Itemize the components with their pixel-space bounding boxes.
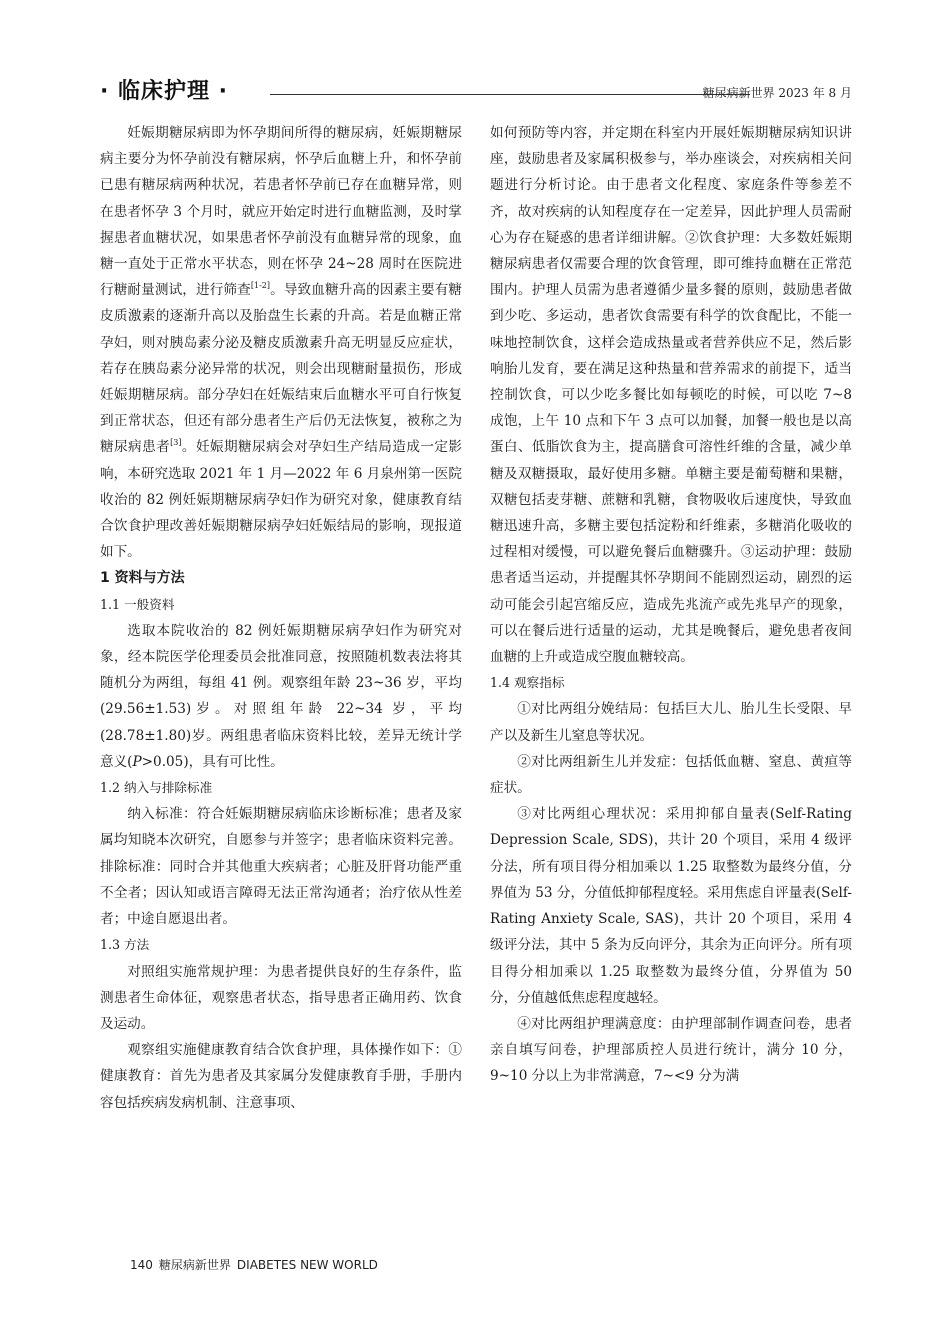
indicator-3: ③对比两组心理状况：采用抑郁自量表(Self-Rating Depression Scale, SDS)，共计 20 个项目，采用 4 级评分法，所有项目得分相加乘以 1.25 取整数为最终分值，分界值为 53 分，分值低抑郁程度轻。采用焦虑自评量表(Self-Rating Anxiety Scale, SAS)，共计 20 个项目，采用 4 级评分法，其中 5 条为反向评分，其余为正向评分。所有项目得分相加乘以 1.25 取整数为最终分值，分界值为 50 分，分值越低焦虑程度越轻。 [490,806,852,1006]
intro-text-3: 。妊娠期糖尿病会对孕妇生产结局造成一定影响，本研究选取 2021 年 1 月—2022 年 6 月泉州第一医院收治的 82 例妊娠期糖尿病孕妇作为研究对象，健康教育结合饮食护理改善妊娠期糖尿病孕妇妊娠结局的影响，现报道如下。 [100,439,463,561]
indicator-2: ②对比两组新生儿并发症：包括低血糖、窒息、黄疸等症状。 [490,753,852,797]
page-footer [130,1256,378,1273]
intro-paragraph [100,120,462,565]
right-column [490,120,852,1090]
general-info-text-1: 选取本院收治的 82 例妊娠期糖尿病孕妇作为研究对象，经本院医学伦理委员会批准同意，按照随机数表法将其随机分为两组，每组 41 例。观察组年龄 23~36 岁，平均(29.56±1.53)岁。对照组年龄 22~34 岁，平均(28.78±1.80)岁。两组患者临床资料比较，差异无统计学意义( [100,622,462,770]
citation-3: [3] [170,438,182,448]
intro-text-2: 。导致血糖升高的因素主要有糖皮质激素的逐渐升高以及胎盘生长素的升高。若是血糖正常孕妇，则对胰岛素分泌及糖皮质激素升高无明显反应症状，若存在胰岛素分泌异常的状况，则会出现糖耐量损伤，形成妊娠期糖尿病。部分孕妇在妊娠结束后血糖水平可自行恢复到正常状态，但还有部分患者生产后仍无法恢复，被称之为糖尿病患者 [100,282,463,456]
footer-journal-cn: 糖尿病新世界 [158,1258,231,1272]
heading-materials-methods: 1 资料与方法 [100,570,185,587]
method-control-paragraph: 对照组实施常规护理：为患者提供良好的生存条件，监测患者生命体征，观察患者状态，指导患者正确用药、饮食及运动。 [100,963,462,1032]
indicator-4: ④对比两组护理满意度：由护理部制作调查问卷，患者亲自填写问卷，护理部质控人员进行统计，满分 10 分，9~10 分以上为非常满意，7~<9 分为满 [490,1015,852,1085]
page-header [100,74,852,110]
left-column [100,120,462,1116]
heading-method: 1.3 方法 [100,937,150,953]
general-info-paragraph [100,618,462,775]
section-title: · 临床护理 · [100,79,229,104]
citation-1-2: [1-2] [250,281,270,291]
criteria-paragraph: 纳入标准：符合妊娠期糖尿病临床诊断标准；患者及家属均知晓本次研究，自愿参与并签字；患者临床资料完善。排除标准：同时合并其他重大疾病者；心脏及肝肾功能严重不全者；因认知或语言障碍无法正常沟通者；治疗依从性差者；中途自愿退出者。 [100,806,462,928]
journal-info: 糖尿病新世界 2023 年 8 月 [702,86,852,100]
heading-criteria: 1.2 纳入与排除标准 [100,780,213,796]
header-rule [270,94,750,95]
general-info-text-2: >0.05)，具有可比性。 [141,753,284,770]
method-observation-paragraph: 观察组实施健康教育结合饮食护理，具体操作如下：①健康教育：首先为患者及其家属分发健康教育手册，手册内容包括疾病发病机制、注意事项、 [100,1042,462,1111]
page-number: 140 [130,1258,153,1272]
footer-journal-en: DIABETES NEW WORLD [236,1258,378,1272]
heading-indicators: 1.4 观察指标 [490,675,565,691]
heading-general-info: 1.1 一般资料 [100,596,175,612]
indicator-1: ①对比两组分娩结局：包括巨大儿、胎儿生长受限、早产以及新生儿窒息等状况。 [490,701,852,744]
method-observation-continued: 如何预防等内容，并定期在科室内开展妊娠期糖尿病知识讲座，鼓励患者及家属积极参与，举办座谈会，对疾病相关问题进行分析讨论。由于患者文化程度、家庭条件等参差不齐，故对疾病的认知程度存在一定差异，因此护理人员需耐心为存在疑惑的患者详细讲解。②饮食护理：大多数妊娠期糖尿病患者仅需要合理的饮食管理，即可维持血糖在正常范围内。护理人员需为患者遵循少量多餐的原则，鼓励患者做到少吃、多运动，患者饮食需要有科学的饮食配比，不能一味地控制饮食，这样会造成热量或者营养供应不足，然后影响胎儿发育，要在满足这种热量和营养需求的前提下，适当控制饮食，可以少吃多餐比如每顿吃的时候，可以吃 7~8 成饱，上午 10 点和下午 3 点可以加餐，加餐一般也是以高蛋白、低脂饮食为主，提高膳食可溶性纤维的含量，减少单糖及双糖摄取，最好使用多糖。单糖主要是葡萄糖和果糖，双糖包括麦芽糖、蔗糖和乳糖，食物吸收后速度快，导致血糖迅速升高，多糖主要包括淀粉和纤维素，多糖消化吸收的过程相对缓慢，可以避免餐后血糖骤升。③运动护理：鼓励患者适当运动，并提醒其怀孕期间不能剧烈运动，剧烈的运动可能会引起宫缩反应，造成先兆流产或先兆早产的现象，可以在餐后进行适量的运动，尤其是晚餐后，避免患者夜间血糖的上升或造成空腹血糖较高。 [490,125,852,666]
p-value-symbol: P [132,753,142,770]
intro-text-1: 妊娠期糖尿病即为怀孕期间所得的糖尿病，妊娠期糖尿病主要分为怀孕前没有糖尿病，怀孕后血糖上升，和怀孕前已患有糖尿病两种状况，若患者怀孕前已存在血糖异常，则在患者怀孕 3 个月时，就应开始定时进行血糖监测，及时掌握患者血糖状况，如果患者怀孕前没有血糖异常的现象，血糖一直处于正常水平状态，则在怀孕 24~28 周时在医院进行糖耐量测试，进行筛查 [100,125,462,299]
